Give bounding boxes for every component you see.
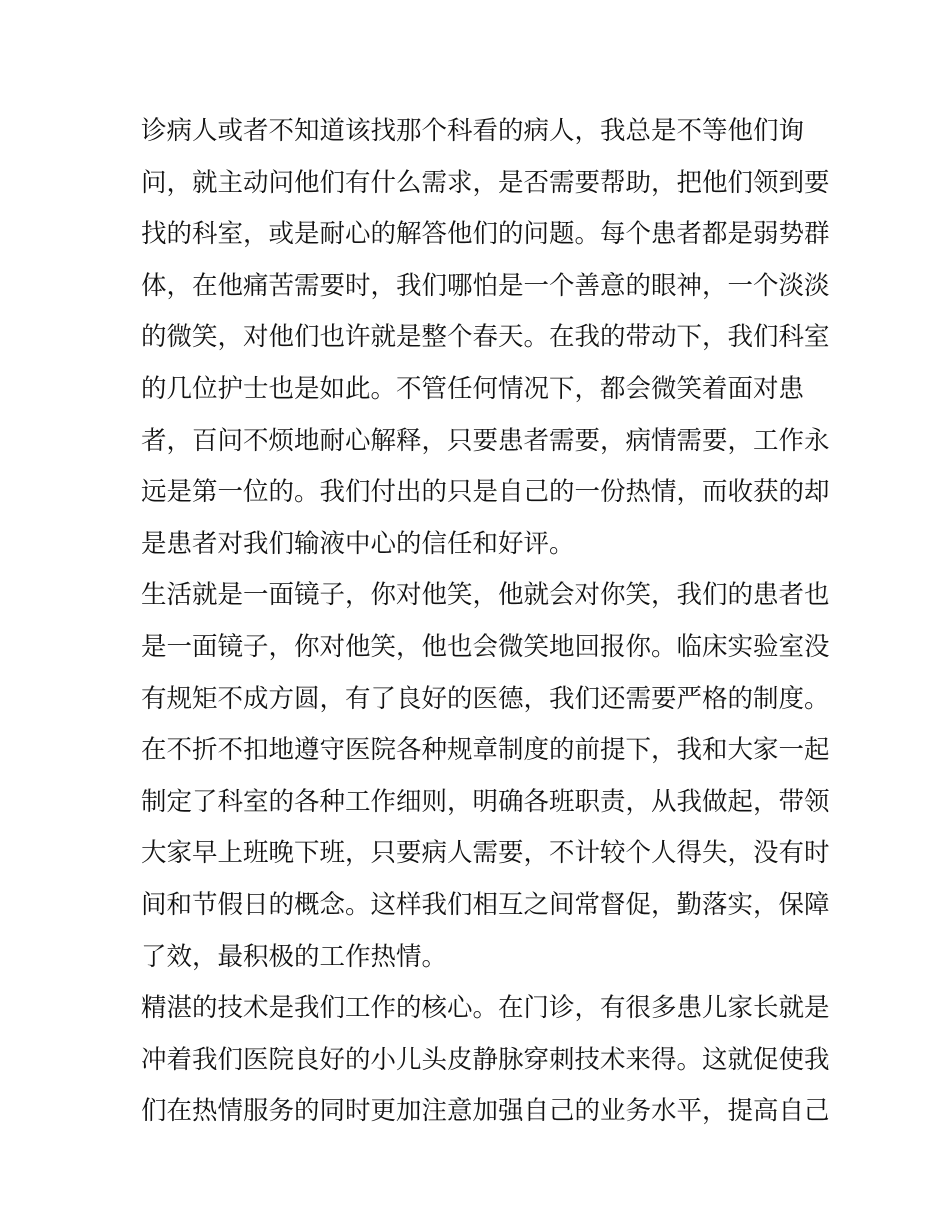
text-line: 大家早上班晚下班，只要病人需要，不计较个人得失，没有时 [141,838,830,869]
text-line: 问，就主动问他们有什么需求，是否需要帮助，把他们领到要 [141,167,830,198]
text-line: 们在热情服务的同时更加注意加强自己的业务水平，提高自己 [141,1096,830,1127]
text-line: 找的科室，或是耐心的解答他们的问题。每个患者都是弱势群 [141,219,830,250]
text-line: 了效，最积极的工作热情。 [141,941,448,972]
text-line: 是一面镜子，你对他笑，他也会微笑地回报你。临床实验室没 [141,631,830,662]
text-line: 间和节假日的概念。这样我们相互之间常督促，勤落实，保障 [141,889,830,920]
text-line: 体，在他痛苦需要时，我们哪怕是一个善意的眼神，一个淡淡 [141,270,830,301]
body-text [141,106,830,1138]
text-line: 有规矩不成方圆，有了良好的医德，我们还需要严格的制度。 [141,683,830,714]
text-line: 制定了科室的各种工作细则，明确各班职责，从我做起，带领 [141,786,830,817]
text-line: 冲着我们医院良好的小儿头皮静脉穿刺技术来得。这就促使我 [141,1044,830,1075]
text-line: 的几位护士也是如此。不管任何情况下，都会微笑着面对患 [141,373,805,404]
text-line: 是患者对我们输液中心的信任和好评。 [141,528,575,559]
text-line: 生活就是一面镜子，你对他笑，他就会对你笑，我们的患者也 [141,580,830,611]
text-line: 精湛的技术是我们工作的核心。在门诊，有很多患儿家长就是 [141,993,830,1024]
text-line: 远是第一位的。我们付出的只是自己的一份热情，而收获的却 [141,477,830,508]
text-line: 者，百问不烦地耐心解释，只要患者需要，病情需要，工作永 [141,425,830,456]
text-line: 的微笑，对他们也许就是整个春天。在我的带动下，我们科室 [141,322,830,353]
text-line: 诊病人或者不知道该找那个科看的病人，我总是不等他们询 [141,116,805,146]
text-line: 在不折不扣地遵守医院各种规章制度的前提下，我和大家一起 [141,735,830,766]
